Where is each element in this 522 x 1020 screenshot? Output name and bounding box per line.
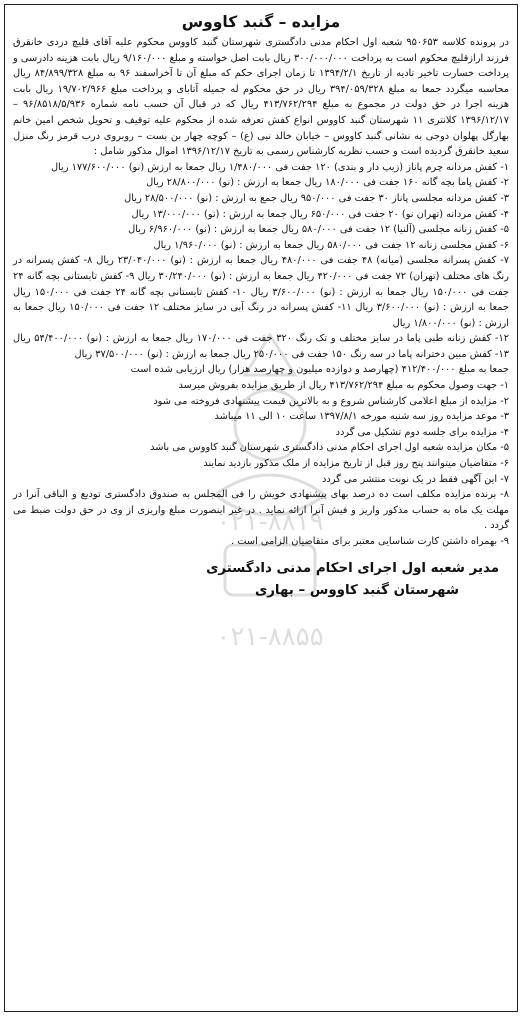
signature-line-1: مدیر شعبه اول اجرای احکام مدنی دادگستری	[206, 560, 499, 576]
item-3: ۳- کفش مردانه مجلسی پاناز ۳۰ جفت فی ۹۵۰/۰۰۰ ریال جمع به ارزش : (نو) ۲۸/۵۰۰/۰۰۰ ریال	[124, 192, 509, 204]
item-5: ۵- کفش زنانه مجلسی (آلنیا) ۱۲ جفت فی ۵۸۰/۰۰۰ ریال جمعا به ارزش : (نو) ۶/۹۶۰/۰۰۰ ریال	[128, 224, 509, 236]
auction-notice	[4, 4, 518, 1012]
condition-1: ۱- جهت وصول محکوم به مبلغ ۴۱۳/۷۶۲/۲۹۴ ریال از طریق مزایده بفروش میرسد	[178, 380, 509, 392]
condition-3: ۳- موعد مزایده روز سه شنبه مورخه ۱۳۹۷/۸/۱ ساعت ۱۰ الی ۱۱ میباشد	[214, 411, 509, 423]
items-12-to-13: ۱۲- کفش زنانه طبی پاما در سایز مختلف و تک رنگ ۳۲۰ جفت فی ۱۷۰/۰۰۰ ریال جمعا به ارزش : (نو) ۵۴/۴۰۰/۰۰۰ ریال ۱۳- کفش مبین دخترانه پاما در سه رنگ ۱۵۰ جفت فی ۲۵۰/۰۰۰ ریال جمعا به ارزش : (نو) ۳۷/۵۰۰/۰۰۰ ریال	[13, 333, 509, 360]
notice-body	[13, 35, 509, 550]
item-1: ۱- کفش مردانه چرم پاناز (زیپ دار و بندی) ۱۲۰ جفت فی ۱/۴۸۰/۰۰۰ ریال جمعا به ارزش (نو) ۱۷۷/۶۰۰/۰۰۰ ریال	[50, 161, 509, 173]
condition-7: ۷- این آگهی فقط در یک نوبت منتشر می گردد	[322, 473, 509, 485]
item-2: ۲- کفش پاما بچه گانه ۱۶۰ جفت فی ۱۸۰/۰۰۰ ریال جمعا به ارزش : (نو) ۲۸/۸۰۰/۰۰۰ ریال	[146, 177, 509, 189]
condition-9: ۹- بهمراه داشتن کارت شناسایی معتبر برای متقاضیان الزامی است .	[231, 536, 509, 547]
condition-6: ۶- متقاضیان میتوانند پنج روز قبل از تاریخ مزایده از ملک مذکور بازدید نمایند	[203, 458, 509, 470]
total-valuation: جمعا به مبلغ ۴۱۲/۴۰۰/۰۰۰ (چهارصد و دوازده میلیون و چهارصد هزار) ریال ارزیابی شده است	[130, 364, 509, 376]
item-6: ۶- کفش مجلسی زنانه ۱۲ جفت فی ۵۸۰/۰۰۰ ریال جمعا به ارزش : (نو) ۱/۹۶۰/۰۰۰ ریال	[153, 239, 509, 251]
notice-title: مزایده – گنبد کاووس	[181, 13, 341, 31]
watermark-bottom-text: ۰۲۱-۸۸۵۵	[216, 622, 324, 652]
item-4: ۴- کفش مردانه (تهران نو) ۲۰ جفت فی ۶۵۰/۰۰۰ ریال جمعا به ارزش : (نو) ۱۳/۰۰۰/۰۰۰ ریال	[131, 208, 509, 220]
items-7-to-11: ۷- کفش پسرانه مجلسی (میانه) ۴۸ جفت فی ۴۸۰/۰۰۰ ریال جمعا به ارزش : (نو) ۲۳/۰۴۰/۰۰۰ ریال ۸- کفش پسرانه در رنگ های مختلف (تهران) ۷۲ جفت فی ۴۲۰/۰۰۰ ریال جمعا به ارزش : (نو) ۳۰/۲۴۰/۰۰۰ ریال ۹- کفش تابستانی بچه گانه ۲۴ جفت فی ۱۵۰/۰۰۰ ریال جمعا به ارزش : (نو) ۳/۶۰۰/۰۰۰ ریال ۱۰- کفش تابستانی بچه گانه ۲۴ جفت فی ۱۵۰/۰۰۰ ریال جمعا به ارزش : (نو) ۳/۶۰۰/۰۰۰ ریال ۱۱- کفش پسرانه در رنگ آبی در سایز مختلف ۱۲ جفت فی ۱۵۰/۰۰۰ ریال جمعا به ارزش : (نو) ۱/۸۰۰/۰۰۰ ریال	[13, 255, 510, 329]
condition-2: ۲- مزایده از مبلغ اعلامی کارشناس شروع و به بالاترین قیمت پیشنهادی فروخته می شود	[153, 395, 509, 407]
condition-8: ۸- برنده مزایده مکلف است ده درصد بهای پیشنهادی خویش را فی المجلس به صندوق دادگستری تودیع و الباقی آنرا در مهلت یک ماه به حساب مذکور واریز و فیش آنرا ارائه نماید . در غیر اینصورت مبلغ واریزی از وی در حق دولت ضبط می گردد .	[13, 489, 509, 532]
signature-line-2: شهرستان گنبد کاووس – بهاری	[254, 582, 459, 598]
condition-5: ۵- مکان مزایده شعبه اول اجرای احکام مدنی دادگستری شهرستان گنبد کاووس می باشد	[150, 442, 509, 454]
signature-block	[13, 558, 499, 602]
intro-paragraph: در پرونده کلاسه ۹۵۰۶۵۳ شعبه اول احکام مدنی دادگستری شهرستان گنبد کاووس محکوم علیه آقای قلیچ دردی خانقرق فرزند ارازقلیچ محکوم است به پرداخت ۳۰۰/۰۰۰/۰۰۰ ریال بابت اصل خواسته و مبلغ ۹/۱۶۰/۰۰۰ ریال بابت هزینه دادرسی و پرداخت خسارت تاخیر تادیه از تاریخ ۱۳۹۴/۲/۱ تا زمان اجرای حکم که مبلغ آن تا آخراسفند ۹۶ به مبلغ ۸۴/۸۹۹/۳۲۸ ریال محاسبه میگردد جمعا به مبلغ ۳۹۴/۰۵۹/۳۲۸ ریال در حق محکوم له جمیله آتابای و پرداخت مبلغ ۱۹/۷۰۲/۹۶۶ ریال بابت هزینه اجرا در حق دولت در مجموع به مبلغ ۴۱۳/۷۶۲/۲۹۴ ریال که در قبال آن حسب نامه شماره ۹۶/۸۵۱۸/۵/۹۳۶ – ۱۳۹۶/۱۲/۱۷ کلانتری ۱۱ شهرستان گنبد کاووس انواع کفش تعرفه شده از محکوم علیه توقیف و تحویل شخص امین خانم بهارگل پهلوان دوجی به نشانی گنبد کاووس – خیابان خالد نبی (ع) – کوچه چهار بن بست – روبروی درب قرمز رنگ منزل سعید خانقرق گردیده است و حسب نظریه کارشناس رسمی به تاریخ ۱۳۹۶/۱۲/۱۷ اموال مذکور شامل :	[13, 37, 509, 158]
condition-4: ۴- مزایده برای جلسه دوم تشکیل می گردد	[335, 426, 509, 438]
watermark-top-text: ۰۲۱-۸۸۱۹	[216, 507, 324, 537]
